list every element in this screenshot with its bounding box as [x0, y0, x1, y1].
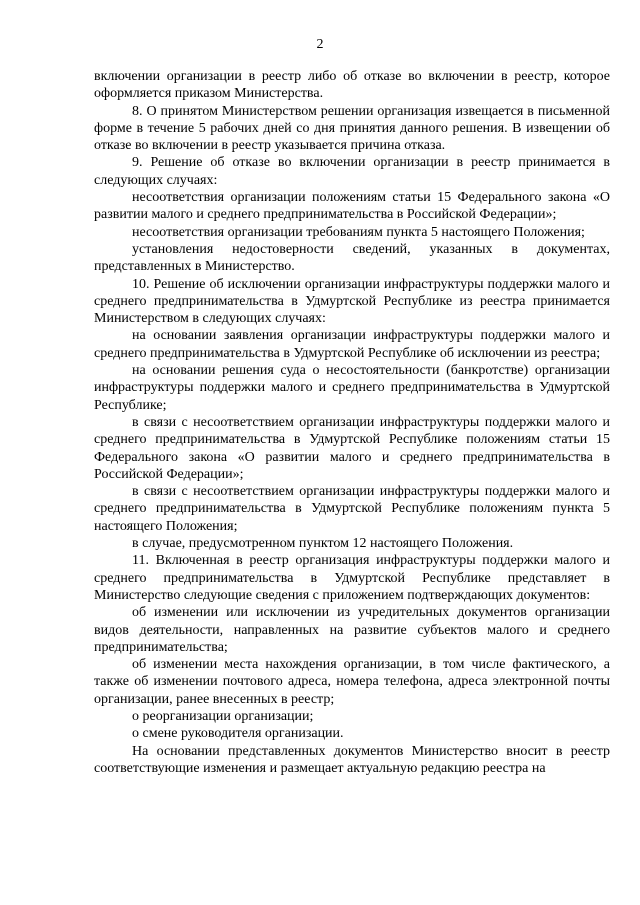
paragraph: На основании представленных документов Министерство вносит в реестр соответствующие изменения и размещает актуальную редакцию реестра на	[94, 743, 610, 776]
paragraph: 11. Включенная в реестр организация инфраструктуры поддержки малого и среднего предпринимательства в Удмуртской Республике представляет в Министерство следующие сведения с приложением подтверждающих документов:	[94, 553, 610, 603]
paragraph: в связи с несоответствием организации инфраструктуры поддержки малого и среднего предпринимательства в Удмуртской Республике положениям пункта 5 настоящего Положения;	[94, 484, 610, 534]
paragraph: на основании решения суда о несостоятельности (банкротстве) организации инфраструктуры поддержки малого и среднего предпринимательства в Удмуртской Республике;	[94, 363, 610, 413]
paragraph: на основании заявления организации инфраструктуры поддержки малого и среднего предпринимательства в Удмуртской Республике об исключении из реестра;	[94, 328, 610, 361]
paragraph: 8. О принятом Министерством решении организация извещается в письменной форме в течение 5 рабочих дней со дня принятия данного решения. В извещении об отказе во включении в реестр указывается причина отказа.	[94, 103, 610, 154]
document-body	[94, 68, 610, 777]
paragraph: о реорганизации организации;	[132, 708, 314, 724]
paragraph: о смене руководителя организации.	[132, 726, 344, 742]
paragraph: установления недостоверности сведений, указанных в документах, представленных в Министерство.	[94, 241, 610, 275]
paragraph: включении организации в реестр либо об отказе во включении в реестр, которое оформляется приказом Министерства.	[94, 69, 610, 102]
paragraph: 10. Решение об исключении организации инфраструктуры поддержки малого и среднего предпринимательства в Удмуртской Республике из реестра принимается Министерством в следующих случаях:	[94, 276, 610, 327]
page-number: 2	[316, 37, 324, 52]
paragraph: об изменении или исключении из учредительных документов организации видов деятельности, направленных на развитие субъектов малого и среднего предпринимательства;	[94, 605, 610, 655]
paragraph: несоответствия организации требованиям пункта 5 настоящего Положения;	[132, 224, 585, 240]
paragraph: в связи с несоответствием организации инфраструктуры поддержки малого и среднего предпринимательства в Удмуртской Республике положениям статьи 15 Федерального закона «О развитии малого и среднего предпринимательства в Российской Федерации»;	[94, 414, 610, 482]
paragraph: об изменении места нахождения организации, в том числе фактического, а также об изменении почтового адреса, номера телефона, адреса электронной почты организации, ранее внесенных в реестр;	[94, 657, 610, 707]
paragraph: 9. Решение об отказе во включении организации в реестр принимается в следующих случаях:	[94, 155, 610, 188]
paragraph: в случае, предусмотренном пунктом 12 настоящего Положения.	[132, 536, 514, 552]
paragraph: несоответствия организации положениям статьи 15 Федерального закона «О развитии малого и среднего предпринимательства в Российской Федерации»;	[94, 190, 610, 223]
